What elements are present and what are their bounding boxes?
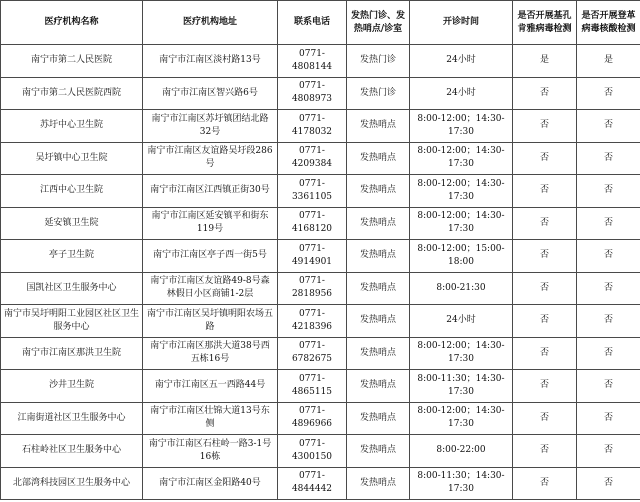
cell-clinic-type: 发热哨点 <box>347 272 410 305</box>
cell-name: 南宁市第二人民医院西院 <box>1 77 143 110</box>
table-row <box>1 435 640 468</box>
cell-dengue-test: 否 <box>577 207 640 240</box>
cell-hours: 24小时 <box>410 45 513 78</box>
cell-hours: 8:00-12:00；14:30-17:30 <box>410 110 513 143</box>
cell-dengue-test: 否 <box>577 305 640 338</box>
table-row <box>1 305 640 338</box>
cell-hours: 8:00-11:30；14:30-17:30 <box>410 467 513 500</box>
cell-dengue-test: 否 <box>577 175 640 208</box>
cell-address: 南宁市江南区石柱岭一路3-1号16栋 <box>143 435 278 468</box>
cell-chikungunya-test: 否 <box>513 77 577 110</box>
table-row <box>1 142 640 175</box>
cell-chikungunya-test: 否 <box>513 402 577 435</box>
header-name: 医疗机构名称 <box>1 1 143 45</box>
cell-address: 南宁市江南区那洪大道38号西五栋16号 <box>143 337 278 370</box>
cell-dengue-test: 否 <box>577 272 640 305</box>
cell-clinic-type: 发热哨点 <box>347 467 410 500</box>
cell-chikungunya-test: 否 <box>513 207 577 240</box>
cell-name: 南宁市江南区那洪卫生院 <box>1 337 143 370</box>
cell-name: 吴圩镇中心卫生院 <box>1 142 143 175</box>
table-header-row <box>1 1 640 45</box>
cell-chikungunya-test: 否 <box>513 467 577 500</box>
cell-clinic-type: 发热门诊 <box>347 45 410 78</box>
cell-phone: 0771-4178032 <box>278 110 347 143</box>
cell-dengue-test: 否 <box>577 142 640 175</box>
cell-hours: 8:00-21:30 <box>410 272 513 305</box>
cell-name: 亭子卫生院 <box>1 240 143 273</box>
cell-address: 南宁市江南区江西镇正街30号 <box>143 175 278 208</box>
cell-clinic-type: 发热哨点 <box>347 370 410 403</box>
cell-chikungunya-test: 否 <box>513 110 577 143</box>
cell-phone: 0771-4300150 <box>278 435 347 468</box>
cell-name: 南宁市第二人民医院 <box>1 45 143 78</box>
cell-address: 南宁市江南区五一西路44号 <box>143 370 278 403</box>
table-row <box>1 370 640 403</box>
cell-dengue-test: 否 <box>577 467 640 500</box>
cell-name: 苏圩中心卫生院 <box>1 110 143 143</box>
cell-dengue-test: 否 <box>577 435 640 468</box>
cell-chikungunya-test: 否 <box>513 142 577 175</box>
table-row <box>1 337 640 370</box>
cell-dengue-test: 否 <box>577 402 640 435</box>
header-hours: 开诊时间 <box>410 1 513 45</box>
table-row <box>1 402 640 435</box>
table-row <box>1 467 640 500</box>
cell-hours: 24小时 <box>410 77 513 110</box>
table-row <box>1 175 640 208</box>
cell-chikungunya-test: 否 <box>513 175 577 208</box>
table-row <box>1 77 640 110</box>
cell-name: 延安镇卫生院 <box>1 207 143 240</box>
cell-phone: 0771-4218396 <box>278 305 347 338</box>
cell-address: 南宁市江南区金阳路40号 <box>143 467 278 500</box>
cell-address: 南宁市江南区延安镇平和街东119号 <box>143 207 278 240</box>
cell-clinic-type: 发热哨点 <box>347 175 410 208</box>
cell-clinic-type: 发热哨点 <box>347 305 410 338</box>
cell-hours: 8:00-12:00；14:30-17:30 <box>410 402 513 435</box>
header-chikungunya-test: 是否开展基孔肯雅病毒检测 <box>513 1 577 45</box>
header-clinic-type: 发热门诊、发热哨点/诊室 <box>347 1 410 45</box>
cell-name: 南宁市吴圩明阳工业园区社区卫生服务中心 <box>1 305 143 338</box>
cell-clinic-type: 发热哨点 <box>347 435 410 468</box>
cell-chikungunya-test: 否 <box>513 305 577 338</box>
cell-clinic-type: 发热哨点 <box>347 110 410 143</box>
table-row <box>1 110 640 143</box>
cell-hours: 8:00-12:00；14:30-17:30 <box>410 175 513 208</box>
cell-dengue-test: 否 <box>577 77 640 110</box>
cell-phone: 0771-3361105 <box>278 175 347 208</box>
cell-clinic-type: 发热哨点 <box>347 337 410 370</box>
cell-chikungunya-test: 否 <box>513 272 577 305</box>
cell-hours: 8:00-12:00；14:30-17:30 <box>410 142 513 175</box>
cell-dengue-test: 否 <box>577 110 640 143</box>
cell-name: 国凯社区卫生服务中心 <box>1 272 143 305</box>
cell-hours: 8:00-12:00；15:00-18:00 <box>410 240 513 273</box>
cell-phone: 0771-4914901 <box>278 240 347 273</box>
table-row <box>1 207 640 240</box>
cell-address: 南宁市江南区亭子西一街5号 <box>143 240 278 273</box>
cell-address: 南宁市江南区吴圩镇明阳农场五路 <box>143 305 278 338</box>
cell-clinic-type: 发热门诊 <box>347 77 410 110</box>
cell-address: 南宁市江南区苏圩镇团结北路32号 <box>143 110 278 143</box>
table-row <box>1 272 640 305</box>
cell-hours: 8:00-12:00；14:30-17:30 <box>410 337 513 370</box>
cell-dengue-test: 否 <box>577 370 640 403</box>
cell-chikungunya-test: 否 <box>513 370 577 403</box>
header-address: 医疗机构地址 <box>143 1 278 45</box>
cell-chikungunya-test: 否 <box>513 435 577 468</box>
cell-address: 南宁市江南区淡村路13号 <box>143 45 278 78</box>
cell-address: 南宁市江南区壮锦大道13号东侧 <box>143 402 278 435</box>
cell-hours: 24小时 <box>410 305 513 338</box>
cell-chikungunya-test: 是 <box>513 45 577 78</box>
cell-phone: 0771-2818956 <box>278 272 347 305</box>
table-row <box>1 45 640 78</box>
cell-clinic-type: 发热哨点 <box>347 142 410 175</box>
cell-chikungunya-test: 否 <box>513 240 577 273</box>
cell-phone: 0771-4808973 <box>278 77 347 110</box>
cell-phone: 0771-4808144 <box>278 45 347 78</box>
cell-phone: 0771-6782675 <box>278 337 347 370</box>
cell-dengue-test: 是 <box>577 45 640 78</box>
cell-phone: 0771-4865115 <box>278 370 347 403</box>
cell-clinic-type: 发热哨点 <box>347 402 410 435</box>
cell-address: 南宁市江南区友谊路49-8号森林假日小区商铺1-2层 <box>143 272 278 305</box>
cell-name: 江南街道社区卫生服务中心 <box>1 402 143 435</box>
cell-hours: 8:00-22:00 <box>410 435 513 468</box>
cell-dengue-test: 否 <box>577 240 640 273</box>
cell-clinic-type: 发热哨点 <box>347 207 410 240</box>
cell-address: 南宁市江南区友谊路吴圩段286号 <box>143 142 278 175</box>
cell-clinic-type: 发热哨点 <box>347 240 410 273</box>
cell-name: 江西中心卫生院 <box>1 175 143 208</box>
cell-hours: 8:00-12:00；14:30-17:30 <box>410 207 513 240</box>
cell-phone: 0771-4209384 <box>278 142 347 175</box>
cell-name: 石柱岭社区卫生服务中心 <box>1 435 143 468</box>
table-row <box>1 240 640 273</box>
cell-chikungunya-test: 否 <box>513 337 577 370</box>
cell-name: 北部湾科技园区卫生服务中心 <box>1 467 143 500</box>
cell-address: 南宁市江南区智兴路6号 <box>143 77 278 110</box>
cell-phone: 0771-4168120 <box>278 207 347 240</box>
cell-hours: 8:00-11:30；14:30-17:30 <box>410 370 513 403</box>
cell-phone: 0771-4896966 <box>278 402 347 435</box>
cell-dengue-test: 否 <box>577 337 640 370</box>
cell-phone: 0771-4844442 <box>278 467 347 500</box>
cell-name: 沙井卫生院 <box>1 370 143 403</box>
header-dengue-test: 是否开展登革病毒核酸检测 <box>577 1 640 45</box>
header-phone: 联系电话 <box>278 1 347 45</box>
